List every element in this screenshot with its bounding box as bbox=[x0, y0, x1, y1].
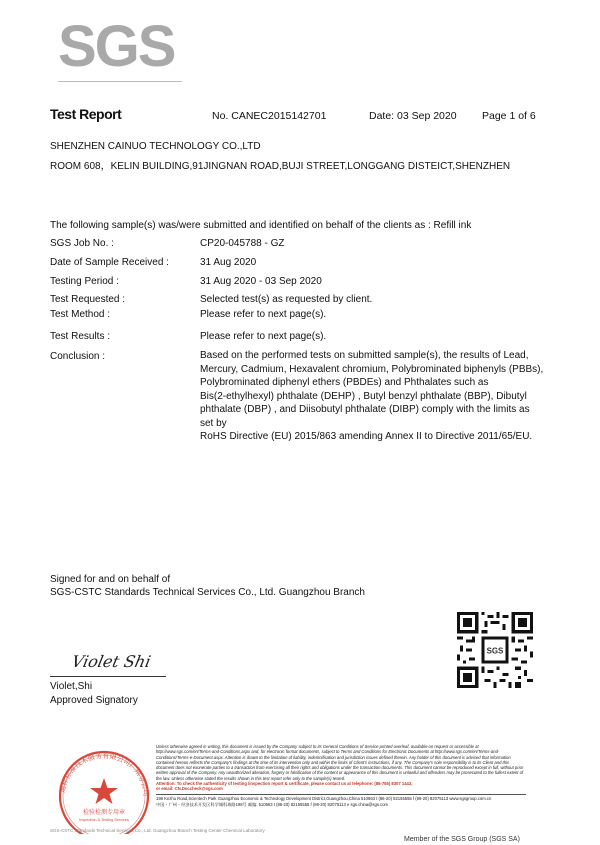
conclusion-text bbox=[200, 349, 545, 444]
field-value-date-received: 31 Aug 2020 bbox=[200, 257, 257, 268]
stamp-caption: SGS-CSTC Standards Technical Services Co., Ltd. Guangzhou Branch Testing Center Chemical Laboratory bbox=[50, 828, 265, 833]
field-label-test-requested: Test Requested : bbox=[50, 294, 126, 305]
field-label-test-method: Test Method : bbox=[50, 309, 111, 320]
qr-code-icon bbox=[457, 612, 533, 688]
footer-address-en: 198 Kezhu Road,Scientech Park Guangzhou Economic & Technology Development District,Guangzhou,China 510663 t (86-20) 82155555 f (86-20) 82075113 www.sgsgroup.com.cn bbox=[156, 794, 526, 802]
report-date: Date: 03 Sep 2020 bbox=[369, 110, 457, 122]
conclusion-label: Conclusion : bbox=[50, 351, 106, 362]
field-label-test-results: Test Results : bbox=[50, 331, 111, 342]
stamp-arc-text: 通标标准技术服务有限公司广州分公司 bbox=[58, 751, 151, 797]
field-value-testing-period: 31 Aug 2020 - 03 Sep 2020 bbox=[200, 276, 322, 287]
qr-center-label: SGS bbox=[486, 646, 504, 656]
stamp-center-cn: 检验检测专用章 bbox=[82, 809, 126, 816]
conclusion-line: Bis(2-ethylhexyl) phthalate (DEHP) , Butyl benzyl phthalate (BBP), Dibutyl bbox=[200, 390, 527, 402]
report-number: No. CANEC2015142701 bbox=[212, 110, 327, 122]
signature-line bbox=[50, 676, 166, 677]
field-label-testing-period: Testing Period : bbox=[50, 276, 119, 287]
signed-line-1: Signed for and on behalf of bbox=[50, 574, 171, 585]
intro-text: The following sample(s) was/were submitted and identified on behalf of the clients as : Refill ink bbox=[50, 220, 472, 231]
sgs-member-note: Member of the SGS Group (SGS SA) bbox=[404, 836, 520, 843]
attention-text: Attention: To check the authenticity of testing /inspection report & certificate, please contact us at telephone: (86-755) 8307 1443, bbox=[156, 781, 413, 787]
signature: Violet Shi bbox=[69, 652, 153, 671]
field-label-job-no: SGS Job No. : bbox=[50, 238, 114, 249]
signatory-role: Approved Signatory bbox=[50, 695, 138, 706]
attention-email: or email: CN.Doccheck@sgs.com bbox=[156, 786, 223, 792]
client-name: SHENZHEN CAINUO TECHNOLOGY CO.,LTD bbox=[50, 141, 261, 152]
conclusion-line: phthalate (DBP) , and Diisobutyl phthalate (DIBP) comply with the limits as set by bbox=[200, 404, 530, 429]
field-value-test-method: Please refer to next page(s). bbox=[200, 309, 327, 320]
star-icon bbox=[90, 778, 118, 804]
disclaimer-text: Unless otherwise agreed in writing, this document is issued by the Company subject to its General Conditions of Service printed overleaf, available on request or accessible at http://www.sgs.com/en/Terms-and-Conditions.aspx and, for electronic format documents, subject to Terms and Conditions for Electronic Documents at http://www.sgs.com/en/Terms-and-Conditions/Terms-e-Document.aspx. Attention is drawn to the limitation of liability, indemnification and jurisdiction issues defined therein. Any holder of this document is advised that information contained hereon reflects the Company's findings at the time of its intervention only and within the limits of Client's instructions, if any. The Company's sole responsibility is to its Client and this document does not exonerate parties to a transaction from exercising all their rights and obligations under the transaction documents. This document cannot be reproduced except in full, without prior written approval of the Company. Any unauthorized alteration, forgery or falsification of the content or appearance of this document is unlawful and offenders may be prosecuted to the fullest extent of the law. Unless otherwise stated the results shown in this test report refer only to the sample(s) tested. bbox=[156, 744, 524, 781]
footer-disclaimer bbox=[156, 744, 526, 808]
page-indicator: Page 1 of 6 bbox=[482, 110, 536, 122]
signed-line-2: SGS-CSTC Standards Technical Services Co., Ltd. Guangzhou Branch bbox=[50, 587, 365, 598]
conclusion-line: Based on the performed tests on submitted sample(s), the results of Lead, bbox=[200, 350, 529, 361]
conclusion-line: Polybrominated diphenyl ethers (PBDEs) and Phthalates such as bbox=[200, 377, 489, 388]
logo-underline bbox=[58, 81, 182, 82]
field-value-job-no: CP20-045788 - GZ bbox=[200, 238, 285, 249]
footer-address-cn: 中国・广州・经济技术开发区科学城科珠路198号 邮编: 510663 t (86-20) 82155555 f (86-20) 82075113 e sgs.china@sgs.com bbox=[156, 801, 389, 807]
field-value-test-requested: Selected test(s) as requested by client. bbox=[200, 294, 373, 305]
conclusion-line: RoHS Directive (EU) 2015/863 amending Annex II to Directive 2011/65/EU. bbox=[200, 431, 533, 442]
field-value-test-results: Please refer to next page(s). bbox=[200, 331, 327, 342]
sgs-logo: SGS bbox=[58, 14, 175, 79]
client-address: ROOM 608，KELIN BUILDING,91JINGNAN ROAD,BUJI STREET,LONGGANG DISTEICT,SHENZHEN bbox=[50, 161, 511, 172]
conclusion-line: Mercury, Cadmium, Hexavalent chromium, Polybrominated biphenyls (PBBs), bbox=[200, 363, 544, 375]
stamp-center-en: Inspection & Testing Services bbox=[79, 818, 129, 822]
report-title: Test Report bbox=[50, 106, 122, 122]
field-label-date-received: Date of Sample Received : bbox=[50, 257, 169, 268]
signatory-name: Violet,Shi bbox=[50, 681, 93, 692]
company-seal-stamp bbox=[50, 740, 158, 834]
